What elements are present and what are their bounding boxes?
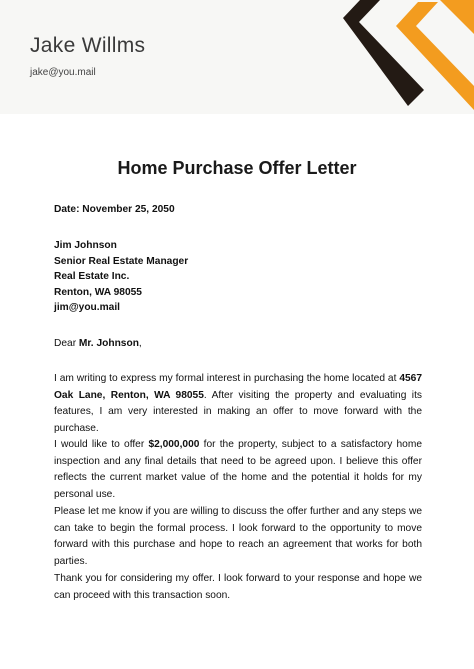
offer-amount: $2,000,000 — [148, 439, 200, 450]
recipient-company: Real Estate Inc. — [54, 271, 130, 282]
sender-name: Jake Willms — [30, 34, 146, 57]
recipient-position: Senior Real Estate Manager — [54, 256, 189, 267]
paragraph-offer-text-c: for the property, subject to a satisfactory home inspection and any final details that need to be agreed upon. I believe this offer reflects the current market value of the home and the potential it holds for my personal use. — [54, 439, 422, 500]
property-address: 4567 Oak Lane, Renton, WA 98055 — [54, 373, 422, 401]
letter-date: Date: November 25, 2050 — [54, 204, 175, 215]
paragraph-offer — [54, 437, 422, 503]
paragraph-intro-text-a: I am writing to express my formal interest in purchasing the home located at — [54, 373, 400, 384]
paragraph-intro-text-c: . After visiting the property and evaluating its features, I am very interested in making an offer to move forward with the purchase. — [54, 389, 422, 434]
letterhead — [0, 0, 474, 114]
recipient-name: Jim Johnson — [54, 240, 117, 251]
paragraph-next-steps: Please let me know if you are willing to discuss the offer further and any steps we can take to begin the formal process. I look forward to the opportunity to move forward with this purchase and hope to reach an agreement that works for both parties. — [54, 506, 422, 567]
recipient-city: Renton, WA 98055 — [54, 287, 142, 298]
orange-corner-stripe — [440, 0, 474, 34]
paragraph-offer-text-a: I would like to offer — [54, 439, 149, 450]
decorative-chevron-graphic — [0, 0, 474, 114]
paragraph-intro — [54, 371, 422, 437]
recipient-email: jim@you.mail — [54, 302, 120, 313]
paragraph-closing: Thank you for considering my offer. I look forward to your response and hope we can proceed with this transaction soon. — [54, 573, 422, 601]
salutation-name: Mr. Johnson — [78, 338, 139, 349]
letter-title: Home Purchase Offer Letter — [117, 158, 357, 178]
salutation-suffix: , — [138, 338, 142, 349]
salutation — [54, 338, 142, 349]
sender-email: jake@you.mail — [30, 67, 96, 78]
salutation-prefix: Dear — [54, 338, 79, 349]
